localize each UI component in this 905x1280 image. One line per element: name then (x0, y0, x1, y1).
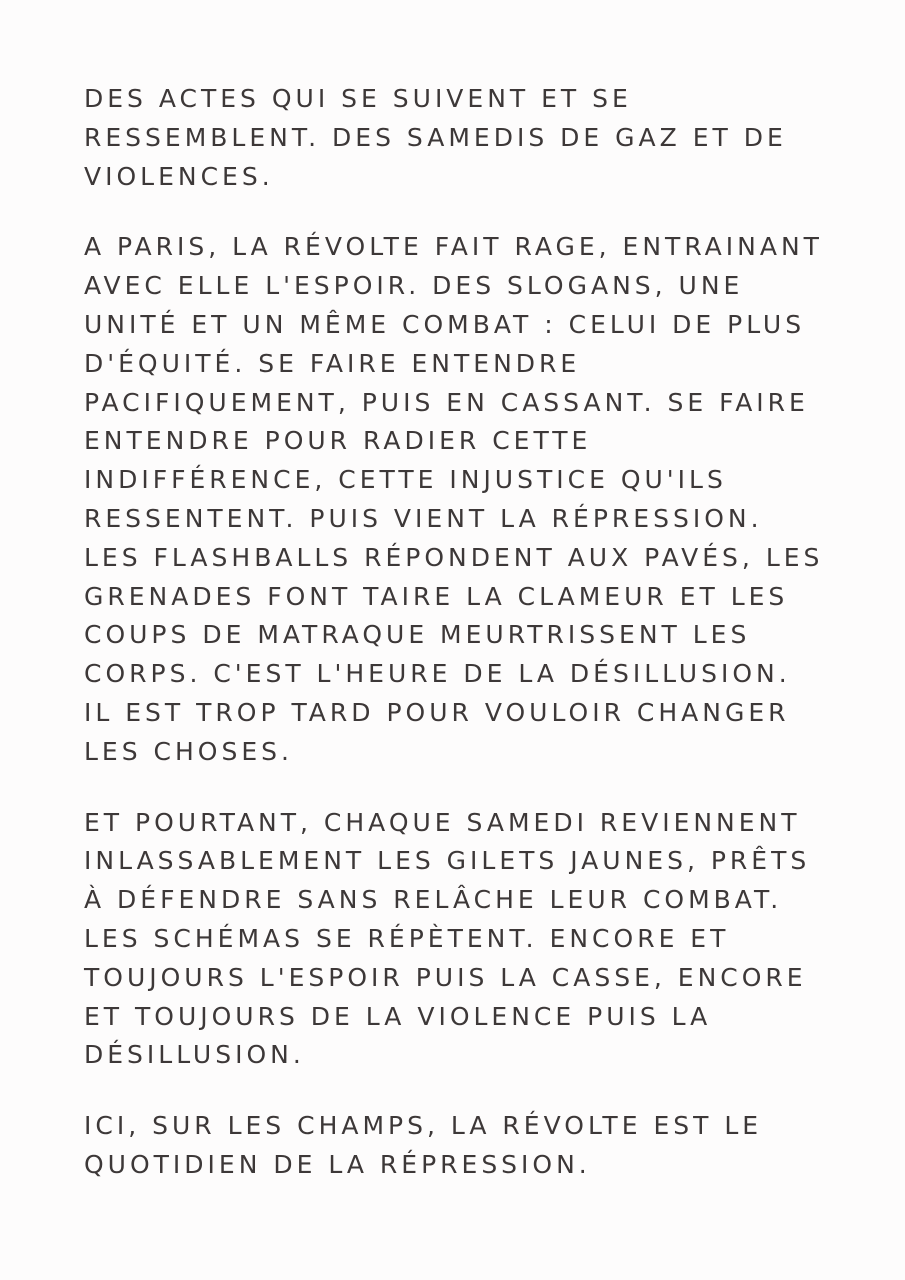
text-line: INLASSABLEMENT LES GILETS JAUNES, PRÊTS (84, 846, 811, 876)
text-line: A PARIS, LA RÉVOLTE FAIT RAGE, ENTRAINANT (84, 232, 823, 262)
text-line: LES FLASHBALLS RÉPONDENT AUX PAVÉS, LES (84, 542, 824, 572)
paragraph-4 (84, 1107, 864, 1185)
text-line: ET POURTANT, CHAQUE SAMEDI REVIENNENT (84, 807, 801, 837)
text-line: ET TOUJOURS DE LA VIOLENCE PUIS LA (84, 1001, 712, 1031)
text-line: ENTENDRE POUR RADIER CETTE (84, 426, 592, 456)
paragraph-2 (84, 228, 864, 771)
text-line: INDIFFÉRENCE, CETTE INJUSTICE QU'ILS (84, 465, 727, 495)
text-line: LES SCHÉMAS SE RÉPÈTENT. ENCORE ET (84, 923, 730, 953)
text-line: LES CHOSES. (84, 736, 293, 766)
text-line: TOUJOURS L'ESPOIR PUIS LA CASSE, ENCORE (84, 962, 807, 992)
text-line: COUPS DE MATRAQUE MEURTRISSENT LES (84, 620, 751, 650)
text-line: DES ACTES QUI SE SUIVENT ET SE (84, 84, 632, 113)
text-line: RESSENTENT. PUIS VIENT LA RÉPRESSION. (84, 503, 763, 533)
text-line: À DÉFENDRE SANS RELÂCHE LEUR COMBAT. (84, 885, 783, 915)
text-line: PACIFIQUEMENT, PUIS EN CASSANT. SE FAIRE (84, 387, 809, 417)
text-line: IL EST TROP TARD POUR VOULOIR CHANGER (84, 697, 790, 727)
text-line: ICI, SUR LES CHAMPS, LA RÉVOLTE EST LE (84, 1111, 763, 1141)
document-text (84, 80, 864, 1217)
paragraph-1 (84, 80, 864, 196)
text-line: QUOTIDIEN DE LA RÉPRESSION. (84, 1149, 591, 1179)
text-line: VIOLENCES. (84, 161, 274, 191)
paragraph-3 (84, 804, 864, 1076)
text-line: D'ÉQUITÉ. SE FAIRE ENTENDRE (84, 348, 581, 378)
text-line: GRENADES FONT TAIRE LA CLAMEUR ET LES (84, 581, 789, 611)
text-line: RESSEMBLENT. DES SAMEDIS DE GAZ ET DE (84, 122, 787, 152)
text-line: CORPS. C'EST L'HEURE DE LA DÉSILLUSION. (84, 659, 791, 689)
text-line: AVEC ELLE L'ESPOIR. DES SLOGANS, UNE (84, 271, 744, 301)
text-line: UNITÉ ET UN MÊME COMBAT : CELUI DE PLUS (84, 309, 806, 339)
text-line: DÉSILLUSION. (84, 1040, 305, 1070)
